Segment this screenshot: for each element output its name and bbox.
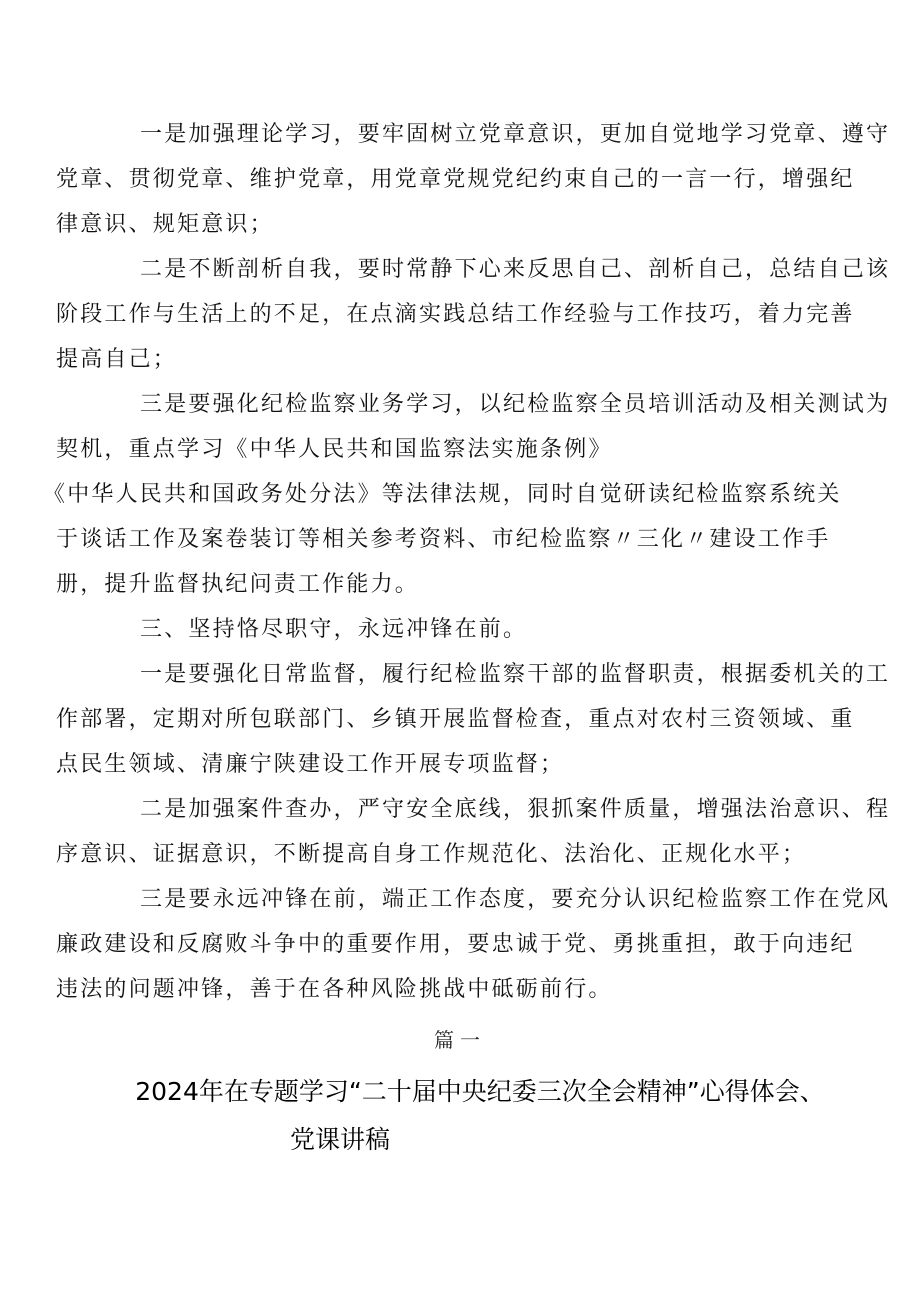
- section-separator: 篇一: [434, 1028, 486, 1052]
- paragraph-line: 作部署，定期对所包联部门、乡镇开展监督检查，重点对农村三资领域、重: [56, 707, 855, 732]
- paragraph-line: 一是要强化日常监督，履行纪检监察干部的监督职责，根据委机关的工: [140, 662, 891, 687]
- paragraph-1: [56, 112, 891, 247]
- paragraph-line: 律意识、规矩意识；: [56, 212, 274, 237]
- paragraph-line: 提高自己；: [56, 347, 178, 372]
- paragraph-line: 点民生领域、清廉宁陕建设工作开展专项监督；: [56, 752, 565, 777]
- paragraph-line: 党章、贯彻党章、维护党章，用党章党规党纪约束自己的一言一行，增强纪: [56, 167, 855, 192]
- paragraph-line: 册，提升监督执纪问责工作能力。: [56, 572, 420, 597]
- paragraph-line: 序意识、证据意识，不断提高自身工作规范化、法治化、正规化水平；: [56, 842, 807, 867]
- paragraph-line: 廉政建设和反腐败斗争中的重要作用，要忠诚于党、勇挑重担，敢于向违纪: [56, 932, 855, 957]
- paragraph-line: 三是要永远冲锋在前，端正工作态度，要充分认识纪检监察工作在党风: [140, 887, 891, 912]
- paragraph-2: [56, 247, 891, 382]
- title-line-1: 2024年在专题学习“二十届中央纪委三次全会精神”心得体会、: [135, 1077, 825, 1106]
- paragraph-line: 于谈话工作及案卷装订等相关参考资料、市纪检监察〃三化〃建设工作手: [56, 527, 831, 552]
- paragraph-3: [43, 382, 891, 607]
- paragraph-5: [56, 652, 891, 787]
- paragraph-6: [56, 787, 891, 877]
- paragraph-line: 《中华人民共和国政务处分法》等法律法规，同时自觉研读纪检监察系统关: [43, 482, 842, 507]
- section-heading: [98, 607, 858, 652]
- paragraph-line: 违法的问题冲锋，善于在各种风险挑战中砥砺前行。: [56, 977, 613, 1002]
- paragraph-7: [56, 877, 891, 1012]
- paragraph-line: 三、坚持恪尽职守，永远冲锋在前。: [140, 617, 528, 642]
- paragraph-line: 三是要强化纪检监察业务学习，以纪检监察全员培训活动及相关测试为: [140, 392, 891, 417]
- document-title: [0, 1068, 920, 1164]
- paragraph-line: 二是加强案件查办，严守安全底线，狠抓案件质量，增强法治意识、程: [140, 797, 891, 822]
- paragraph-line: 二是不断剖析自我，要时常静下心来反思自己、剖析自己，总结自己该: [140, 257, 891, 282]
- paragraph-line: 契机，重点学习《中华人民共和国监察法实施条例》: [56, 437, 613, 462]
- paragraph-line: 阶段工作与生活上的不足，在点滴实践总结工作经验与工作技巧，着力完善: [56, 302, 855, 327]
- paragraph-line: 一是加强理论学习，要牢固树立党章意识，更加自觉地学习党章、遵守: [140, 122, 891, 147]
- title-line-2: 党课讲稿: [289, 1125, 390, 1154]
